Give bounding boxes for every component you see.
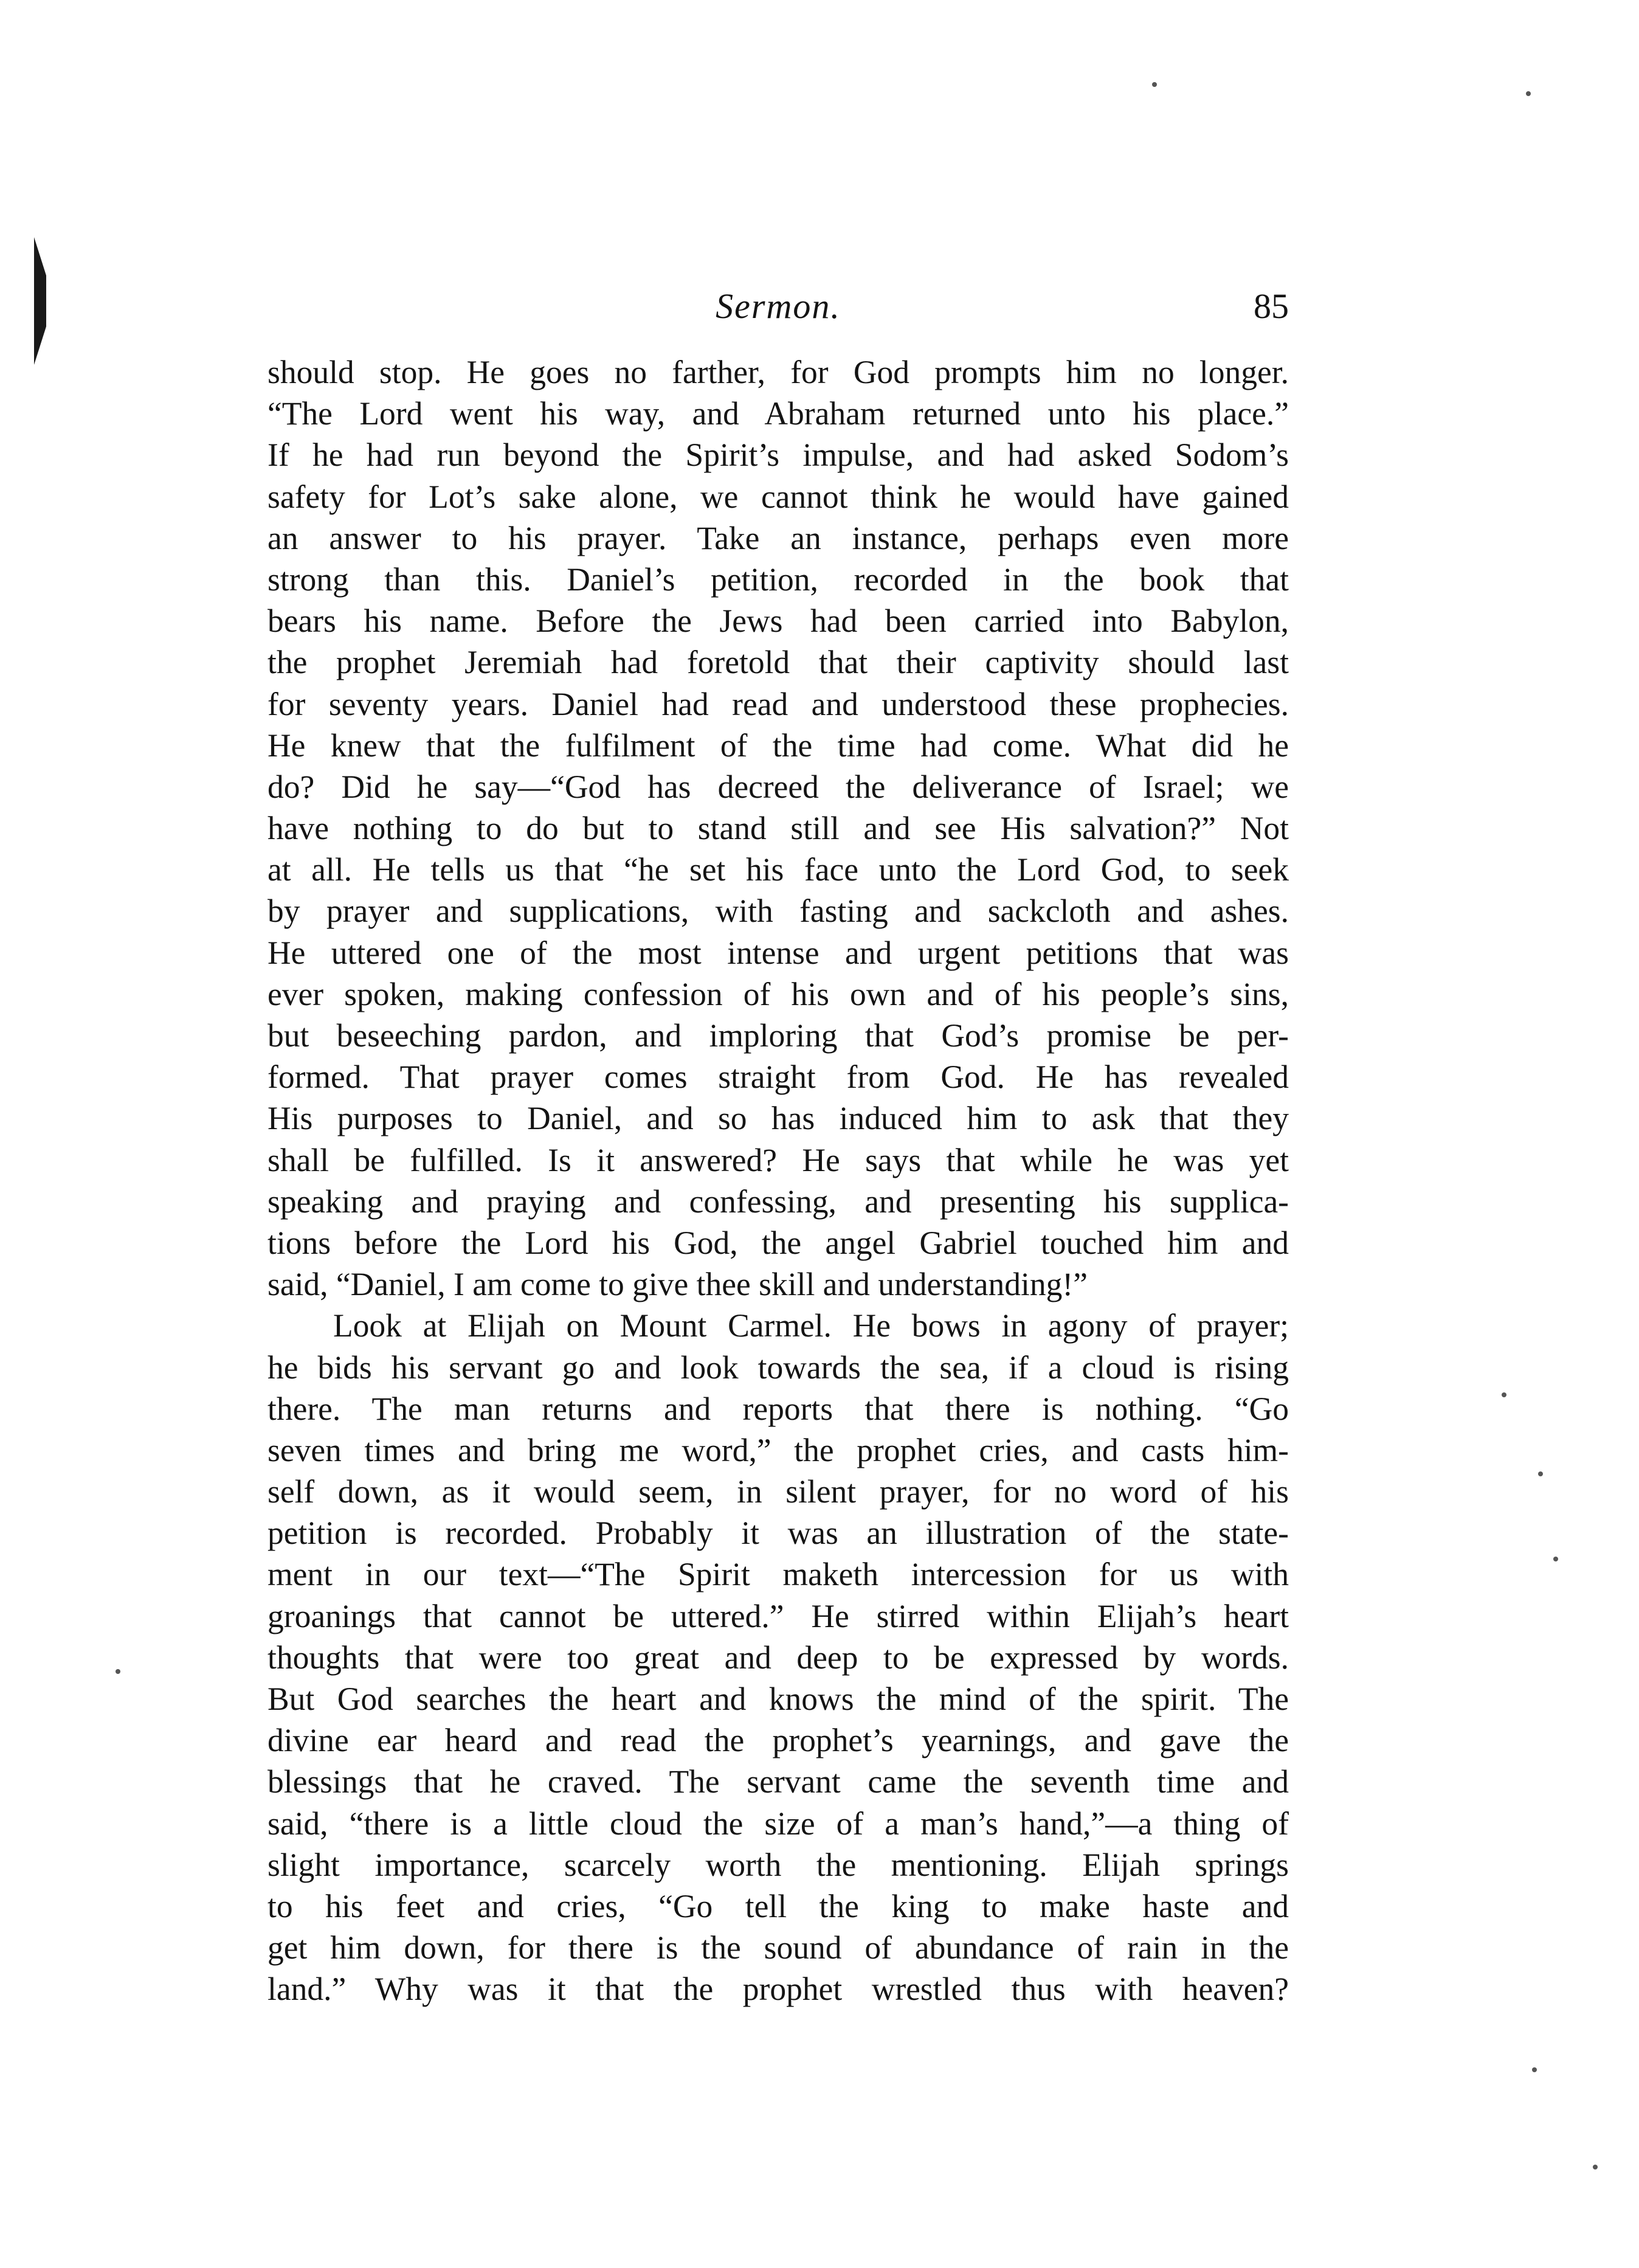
text-line: land.” Why was it that the prophet wrestled thus with heaven? (267, 1971, 1289, 2008)
text-line: self down, as it would seem, in silent prayer, for no word of his (267, 1473, 1289, 1510)
text-line: get him down, for there is the sound of abundance of rain in the (267, 1929, 1289, 1966)
text-line: seven times and bring me word,” the prophet cries, and casts him- (267, 1431, 1289, 1468)
text-line: bears his name. Before the Jews had been carried into Babylon, (267, 603, 1289, 640)
text-line: divine ear heard and read the prophet’s yearnings, and gave the (267, 1722, 1289, 1759)
text-line: shall be fulfilled. Is it answered? He says that while he was yet (267, 1141, 1289, 1178)
scan-speck (116, 1669, 120, 1674)
text-line: he bids his servant go and look towards the sea, if a cloud is rising (267, 1349, 1289, 1386)
text-line: He knew that the fulfilment of the time had come. What did he (267, 727, 1289, 764)
scan-speck (1532, 2067, 1537, 2072)
text-line: “The Lord went his way, and Abraham returned unto his place.” (267, 395, 1289, 432)
running-head (267, 286, 1289, 334)
paragraph (267, 1305, 1289, 2010)
scan-speck (1553, 1557, 1558, 1561)
scan-speck (1593, 2165, 1598, 2169)
text-line: If he had run beyond the Spirit’s impulse, and had asked Sodom’s (267, 437, 1289, 474)
text-line: blessings that he craved. The servant came the seventh time and (267, 1763, 1289, 1800)
text-line: should stop. He goes no farther, for God prompts him no longer. (267, 354, 1289, 390)
text-line: petition is recorded. Probably it was an illustration of the state- (267, 1515, 1289, 1552)
scan-speck (1502, 1392, 1506, 1397)
text-line: He uttered one of the most intense and urgent petitions that was (267, 934, 1289, 971)
scan-speck (1526, 91, 1531, 96)
text-line: but beseeching pardon, and imploring that God’s promise be per- (267, 1017, 1289, 1054)
text-line: ever spoken, making confession of his own and of his people’s sins, (267, 975, 1289, 1012)
running-title: Sermon. (716, 286, 841, 326)
text-line: do? Did he say—“God has decreed the deliverance of Israel; we (267, 768, 1289, 805)
text-line: tions before the Lord his God, the angel Gabriel touched him and (267, 1224, 1289, 1261)
text-line: formed. That prayer comes straight from God. He has revealed (267, 1059, 1289, 1096)
scan-speck (1538, 1471, 1543, 1476)
text-line: an answer to his prayer. Take an instance, perhaps even more (267, 519, 1289, 556)
text-line: But God searches the heart and knows the mind of the spirit. The (267, 1681, 1289, 1717)
text-line: thoughts that were too great and deep to be expressed by words. (267, 1639, 1289, 1676)
body-text (267, 351, 1289, 2010)
text-line: slight importance, scarcely worth the mentioning. Elijah springs (267, 1846, 1289, 1883)
page-number: 85 (1254, 286, 1289, 326)
text-line: at all. He tells us that “he set his face unto the Lord God, to seek (267, 851, 1289, 888)
text-line: speaking and praying and confessing, and presenting his supplica- (267, 1183, 1289, 1220)
text-line: the prophet Jeremiah had foretold that their captivity should last (267, 644, 1289, 681)
text-line: for seventy years. Daniel had read and understood these prophecies. (267, 685, 1289, 722)
text-line: His purposes to Daniel, and so has induced him to ask that they (267, 1100, 1289, 1137)
scan-speck (1152, 82, 1157, 87)
text-line: ment in our text—“The Spirit maketh intercession for us with (267, 1556, 1289, 1593)
binding-shadow-mark (34, 237, 46, 365)
text-line: said, “Daniel, I am come to give thee skill and understanding!” (267, 1266, 1088, 1303)
text-line: said, “there is a little cloud the size of a man’s hand,”—a thing of (267, 1805, 1289, 1842)
text-line: to his feet and cries, “Go tell the king to make haste and (267, 1887, 1289, 1924)
text-line: Look at Elijah on Mount Carmel. He bows in agony of prayer; (333, 1307, 1289, 1344)
paragraph (267, 351, 1289, 1305)
text-line: strong than this. Daniel’s petition, recorded in the book that (267, 561, 1289, 598)
text-line: by prayer and supplications, with fasting and sackcloth and ashes. (267, 893, 1289, 930)
text-line: there. The man returns and reports that there is nothing. “Go (267, 1390, 1289, 1427)
text-line: groanings that cannot be uttered.” He stirred within Elijah’s heart (267, 1597, 1289, 1634)
text-line: safety for Lot’s sake alone, we cannot think he would have gained (267, 478, 1289, 515)
text-line: have nothing to do but to stand still and see His salvation?” Not (267, 810, 1289, 847)
